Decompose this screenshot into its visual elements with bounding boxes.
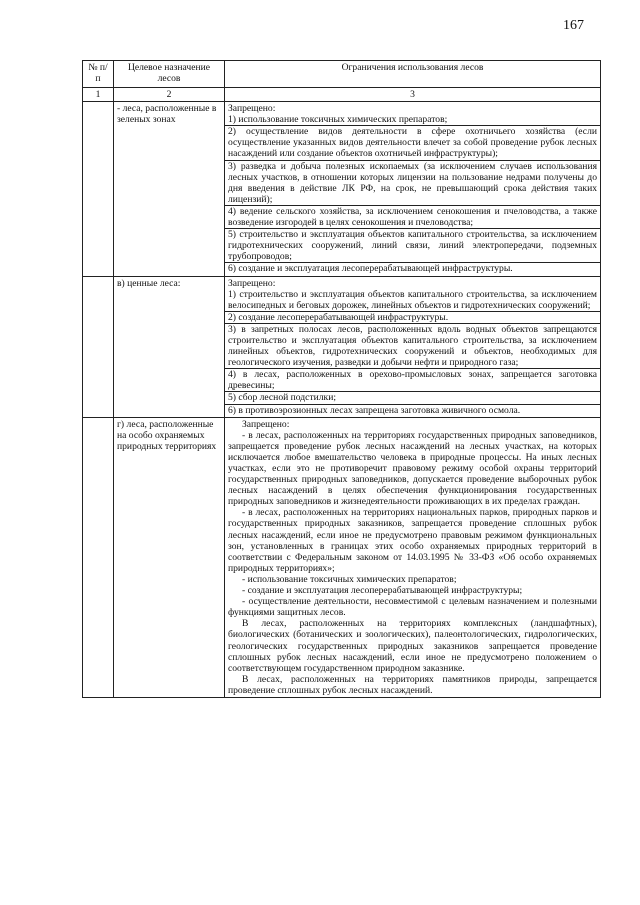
restriction-line: 2) осуществление видов деятельности в сфере охотничьего хозяйства (если осуществление указанных видов деятельности влечет за собой проведение рубок лесных насаждений или создание объектов охотничьей инфраструктуры); <box>228 126 597 160</box>
restriction-paragraph: - в лесах, расположенных на территориях государственных природных заповедников, запрещается проведение рубок лесных насаждений на лесных участках, на которых исключается любое вмешательство человека в природные процессы. На иных лесных участках, если это не противоречит правовому режиму особой охраны территорий государственных природных заповедников, допускается проведение выборочных рубок лесных насаждений в целях обеспечения функционирования государственных природных заповедников и жизнедеятельности проживающих в их пределах граждан. <box>228 429 597 508</box>
restriction-paragraph: Запрещено: <box>242 418 290 430</box>
row-restrictions <box>225 102 601 276</box>
restriction-line: 6) создание и эксплуатация лесоперерабатывающей инфраструктуры. <box>228 263 513 275</box>
table-header-row <box>83 61 601 88</box>
restriction-line: 5) сбор лесной подстилки; <box>228 392 337 404</box>
restriction-paragraph: В лесах, расположенных на территориях памятников природы, запрещается проведение сплошных рубок лесных насаждений. <box>228 673 597 696</box>
restriction-line: 6) в противоэрозионных лесах запрещена заготовка живичного осмола. <box>228 404 521 416</box>
header-num: № п/п <box>83 61 114 88</box>
table-row <box>83 276 601 417</box>
restriction-paragraph: - осуществление деятельности, несовместимой с целевым назначением и полезными функциями защитных лесов. <box>228 596 597 619</box>
restriction-line: 4) в лесах, расположенных в орехово-промысловых зонах, запрещается заготовка древесины; <box>228 369 597 392</box>
restriction-paragraph: - создание и эксплуатация лесоперерабатывающей инфраструктуры; <box>242 585 523 597</box>
restriction-line: 2) создание лесоперерабатывающей инфраструктуры. <box>228 311 449 323</box>
column-number: 1 <box>83 88 114 102</box>
row-num <box>83 102 114 276</box>
row-restrictions <box>225 417 601 697</box>
restriction-line: 1) строительство и эксплуатация объектов капитального строительства, за исключением велосипедных и беговых дорожек, линейных объектов и гидротехнических сооружений; <box>228 288 597 311</box>
restriction-line: 3) в запретных полосах лесов, расположенных вдоль водных объектов запрещаются строительство и эксплуатация объектов капитального строительства, за исключением линейных объектов, гидротехнических сооружений и объектов, необходимых для геологического изучения, разведки и добычи нефти и природного газа; <box>228 323 597 369</box>
restriction-line: Запрещено: <box>228 277 276 289</box>
column-number: 3 <box>225 88 601 102</box>
restriction-line: 5) строительство и эксплуатация объектов капитального строительства, за исключением гидротехнических сооружений, линий связи, линий электропередачи, подземных трубопроводов; <box>228 229 597 263</box>
column-number-row <box>83 88 601 102</box>
restriction-line: 3) разведка и добыча полезных ископаемых (за исключением случаев использования лесных участков, в отношении которых лицензии на пользование недрами получены до дня введения в действие ЛК РФ, на срок, не превышающий срока действия таких лицензий); <box>228 160 597 205</box>
header-purpose: Целевое назначение лесов <box>114 61 225 88</box>
table-row <box>83 102 601 276</box>
row-num <box>83 276 114 417</box>
restriction-paragraph: - в лесах, расположенных на территориях национальных парков, природных парков и государственных природных заказников, запрещается проведение сплошных рубок лесных насаждений, если иное не предусмотрено правовым режимом функциональных зон, установленных в границах этих особо охраняемых природных территорий в соответствии с Федеральным законом от 14.03.1995 № 33-ФЗ «Об особо охраняемых природных территориях»; <box>228 507 597 574</box>
restriction-paragraph: В лесах, расположенных на территориях комплексных (ландшафтных), биологических (ботанических и зоологических), палеонтологических, гидрологических, геологических государственных природных заказников запрещается проведение сплошных рубок лесных насаждений, если иное не предусмотрено положением о соответствующем государственном природном заказнике. <box>228 618 597 674</box>
restriction-line: 1) использование токсичных химических препаратов; <box>228 114 448 126</box>
row-purpose: г) леса, расположенные на особо охраняемых природных территориях <box>114 417 225 697</box>
restriction-line: Запрещено: <box>228 103 276 115</box>
table-row <box>83 417 601 697</box>
header-restrictions: Ограничения использования лесов <box>225 61 601 88</box>
row-num <box>83 417 114 697</box>
restriction-paragraph: - использование токсичных химических препаратов; <box>242 573 457 585</box>
restriction-line: 4) ведение сельского хозяйства, за исключением сенокошения и пчеловодства, а также возведение изгородей в целях сенокошения и пчеловодства; <box>228 205 597 229</box>
restrictions-table <box>82 60 601 698</box>
row-restrictions <box>225 276 601 417</box>
row-purpose: - леса, расположенные в зеленых зонах <box>114 102 225 276</box>
row-purpose: в) ценные леса: <box>114 276 225 417</box>
page-number: 167 <box>563 18 584 33</box>
column-number: 2 <box>114 88 225 102</box>
